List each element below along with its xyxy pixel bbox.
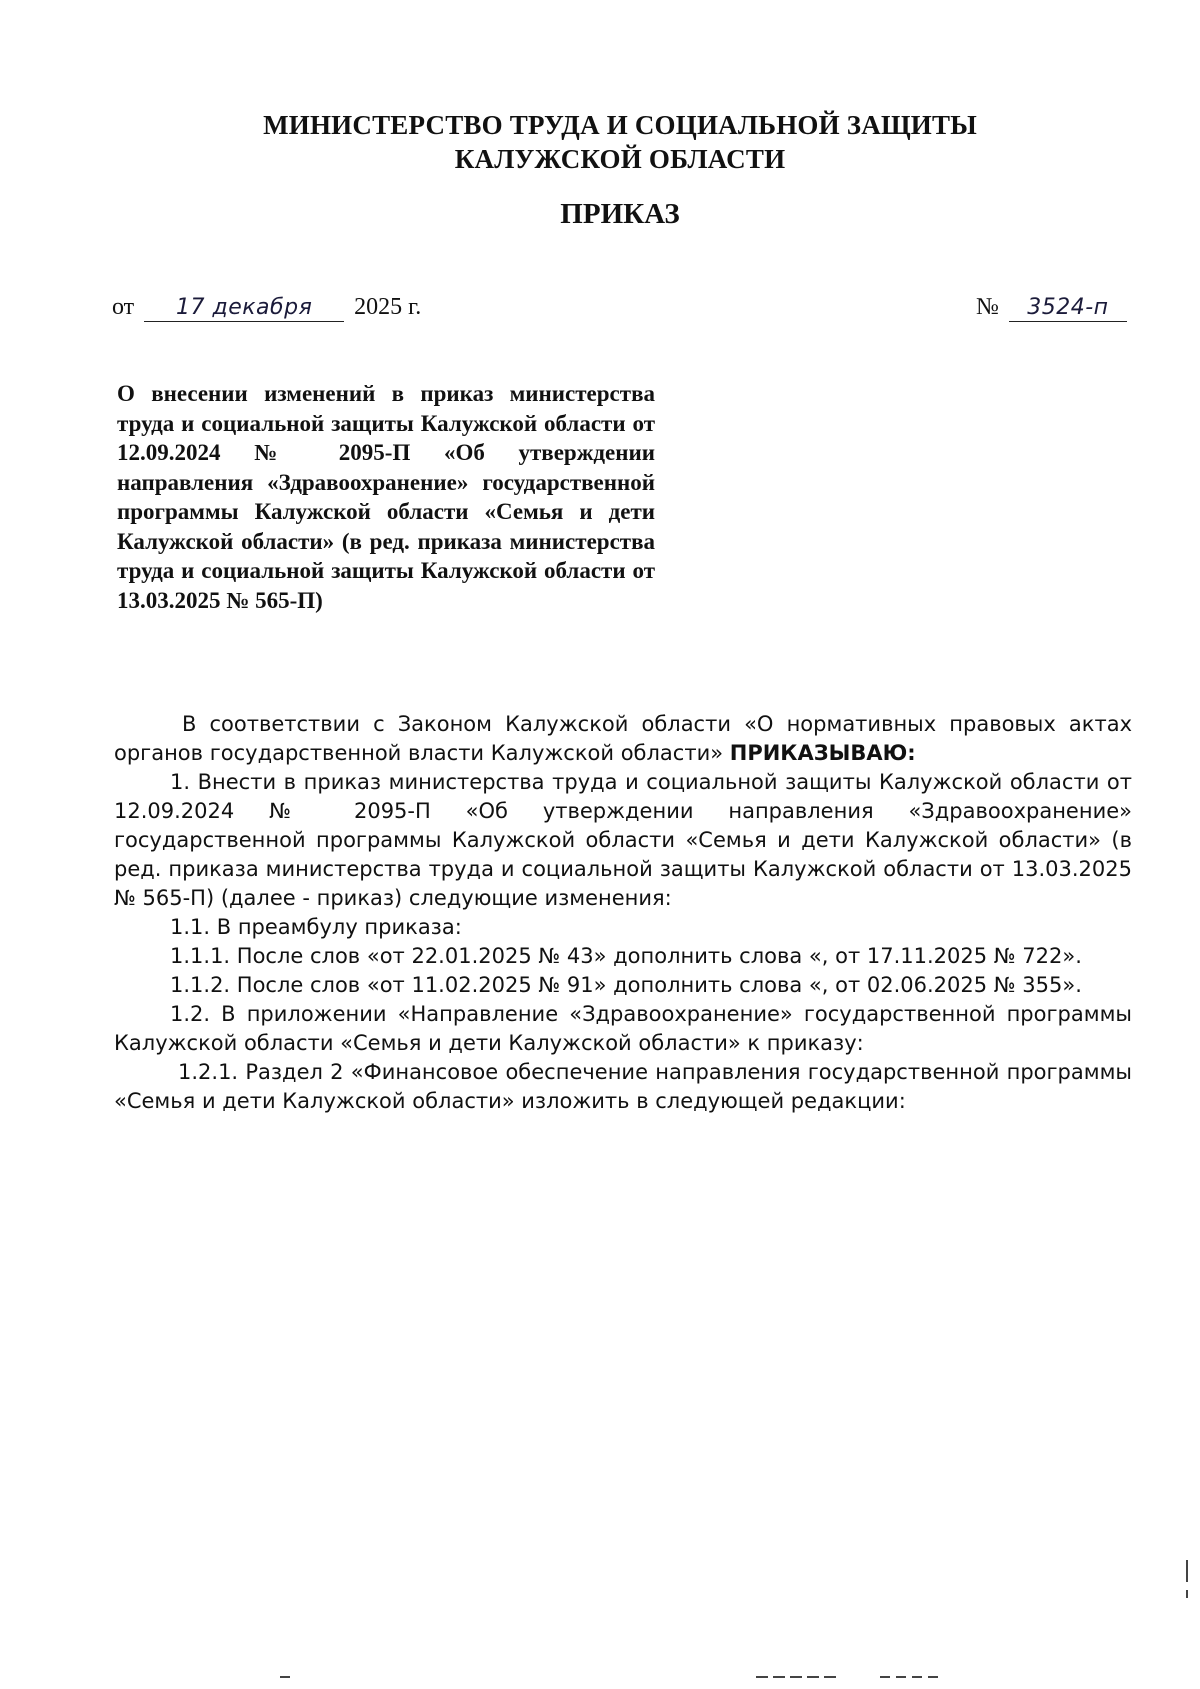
order-number	[976, 294, 1127, 322]
item-1-1-2: 1.1.2. После слов «от 11.02.2025 № 91» дополнить слова «, от 02.06.2025 № 355».	[170, 973, 1082, 997]
preamble-text: В соответствии с Законом Калужской области «О нормативных правовых актах органов государственной власти Калужской области»	[114, 712, 1132, 765]
date-year: 2025 г.	[354, 294, 422, 320]
order-body	[114, 710, 1132, 1116]
item-1-1-1: 1.1.1. После слов «от 22.01.2025 № 43» дополнить слова «, от 17.11.2025 № 722».	[170, 944, 1082, 968]
document-type-title: ПРИКАЗ	[560, 198, 680, 230]
item-1-1: 1.1. В преамбулу приказа:	[170, 915, 462, 939]
item-1-2-1: 1.2.1. Раздел 2 «Финансовое обеспечение направления государственной программы «Семья и дети Калужской области» изложить в следующей редакции:	[114, 1060, 1132, 1113]
handwritten-number: 3524-п	[1027, 295, 1109, 320]
scan-artifact-bottom-dashes	[756, 1676, 836, 1678]
item-1-2: 1.2. В приложении «Направление «Здравоохранение» государственной программы Калужской области «Семья и дети Калужской области» к приказу:	[114, 1002, 1132, 1055]
ministry-header	[0, 108, 1200, 176]
date-field	[144, 294, 344, 322]
number-prefix: №	[976, 294, 999, 320]
scan-artifact-bottom-left	[280, 1676, 290, 1678]
scan-artifact-right-small	[1186, 1590, 1188, 1598]
order-subject: О внесении изменений в приказ министерства труда и социальной защиты Калужской области от 12.09.2024 № 2095-П «Об утверждении направления «Здравоохранение» государственной программы Калужской области «Семья и дети Калужской области» (в ред. приказа министерства труда и социальной защиты Калужской области от 13.03.2025 № 565-П)	[117, 381, 655, 613]
scan-artifact-bottom-dashes-2	[880, 1676, 940, 1678]
date-prefix: от	[112, 294, 135, 320]
order-date	[112, 294, 421, 322]
scan-artifact-right	[1186, 1560, 1188, 1582]
order-keyword: ПРИКАЗЫВАЮ:	[729, 741, 916, 765]
handwritten-date: 17 декабря	[176, 295, 313, 320]
item-1: 1. Внести в приказ министерства труда и социальной защиты Калужской области от 12.09.2024 № 2095-П «Об утверждении направления «Здравоохранение» государственной программы Калужской области «Семья и дети Калужской области» (в ред. приказа министерства труда и социальной защиты Калужской области от 13.03.2025 № 565-П) (далее - приказ) следующие изменения:	[114, 770, 1132, 910]
ministry-name-line2: КАЛУЖСКОЙ ОБЛАСТИ	[454, 144, 786, 174]
ministry-name-line1: МИНИСТЕРСТВО ТРУДА И СОЦИАЛЬНОЙ ЗАЩИТЫ	[263, 110, 977, 140]
preamble-paragraph	[114, 710, 1132, 768]
number-field	[1009, 294, 1127, 322]
